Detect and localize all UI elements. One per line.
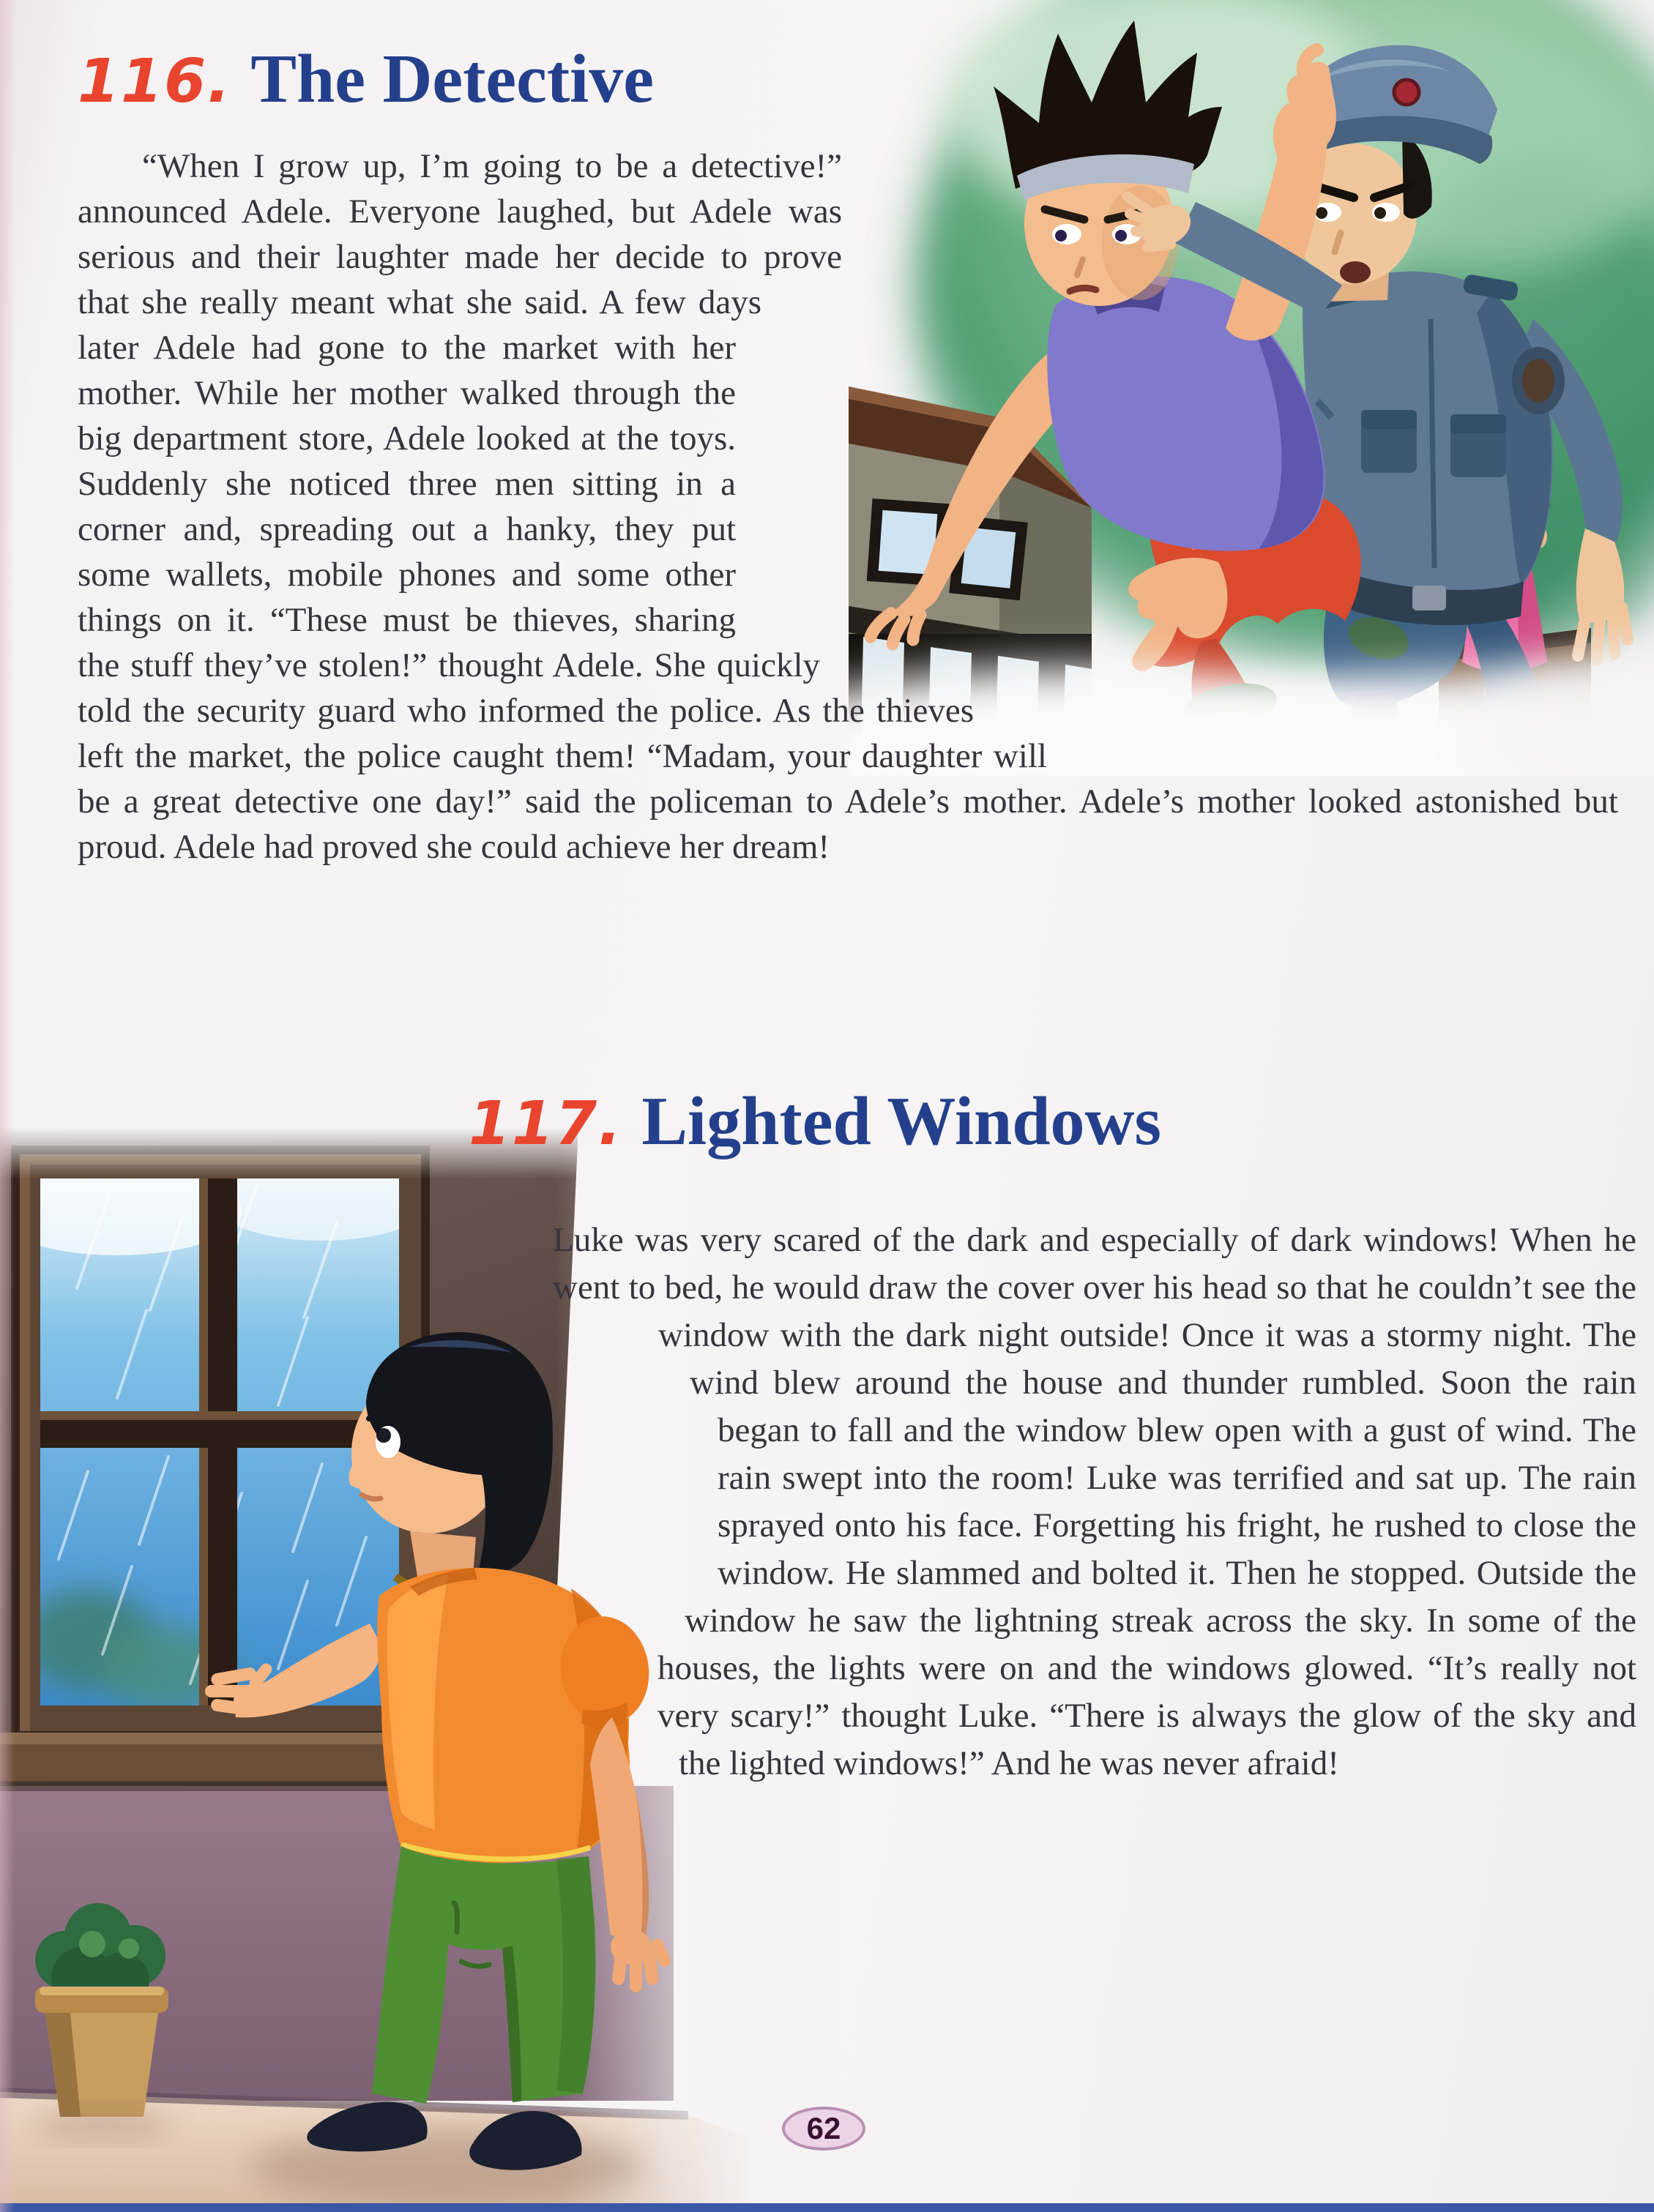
- footer-strip: [0, 2203, 1654, 2212]
- page-number-badge: [782, 2107, 865, 2151]
- story-116-body: [78, 143, 1618, 870]
- text-wrap-spacer-116: [736, 143, 1618, 779]
- story-117-name: Lighted Windows: [641, 1083, 1161, 1159]
- story-116-name: The Detective: [250, 41, 655, 117]
- page-number: 62: [806, 2111, 841, 2145]
- story-117-body: [553, 1217, 1636, 1978]
- story-116-number: 116.: [78, 47, 232, 116]
- story-117-text: Luke was very scared of the dark and especially of dark windows! When he went to bed, he would draw the cover over his head so that he couldn’t see the window with the dark night outside! Once it was a stormy night. The wind blew around the house and thunder rumbled. Soon the rain began to fall and the window blew open with a gust of wind. The rain swept into the room! Luke was terrified and sat up. The rain sprayed onto his face. Forgetting his fright, he rushed to close the window. He slammed and bolted it. Then he stopped. Outside the window he saw the lightning streak across the sky. In some of the houses, the lights were on and the windows glowed. “It’s really not very scary!” thought Luke. “There is always the glow of the sky and the lighted windows!” And he was never afraid!: [553, 1221, 1636, 1782]
- story-116-text: “When I grow up, I’m going to be a detective!” announced Adele. Everyone laughed, but Adele was serious and their laughter made her decide to prove that she really meant what she said. A few days later Adele had gone to the market with her mother. While her mother walked through the big department store, Adele looked at the toys. Suddenly she noticed three men sitting in a corner and, spreading out a hanky, they put some wallets, mobile phones and some other things on it. “These must be thieves, sharing the stuff they’ve stolen!” thought Adele. She quickly told the security guard who informed the police. As the thieves left the market, the police caught them! “Madam, your daughter will be a great detective one day!” said the policeman to Adele’s mother. Adele’s mother looked astonished but proud. Adele had proved she could achieve her dream!: [78, 147, 1618, 866]
- story-117-number: 117.: [469, 1089, 623, 1159]
- story-116-title: [78, 40, 654, 119]
- story-117-title: [469, 1082, 1161, 1161]
